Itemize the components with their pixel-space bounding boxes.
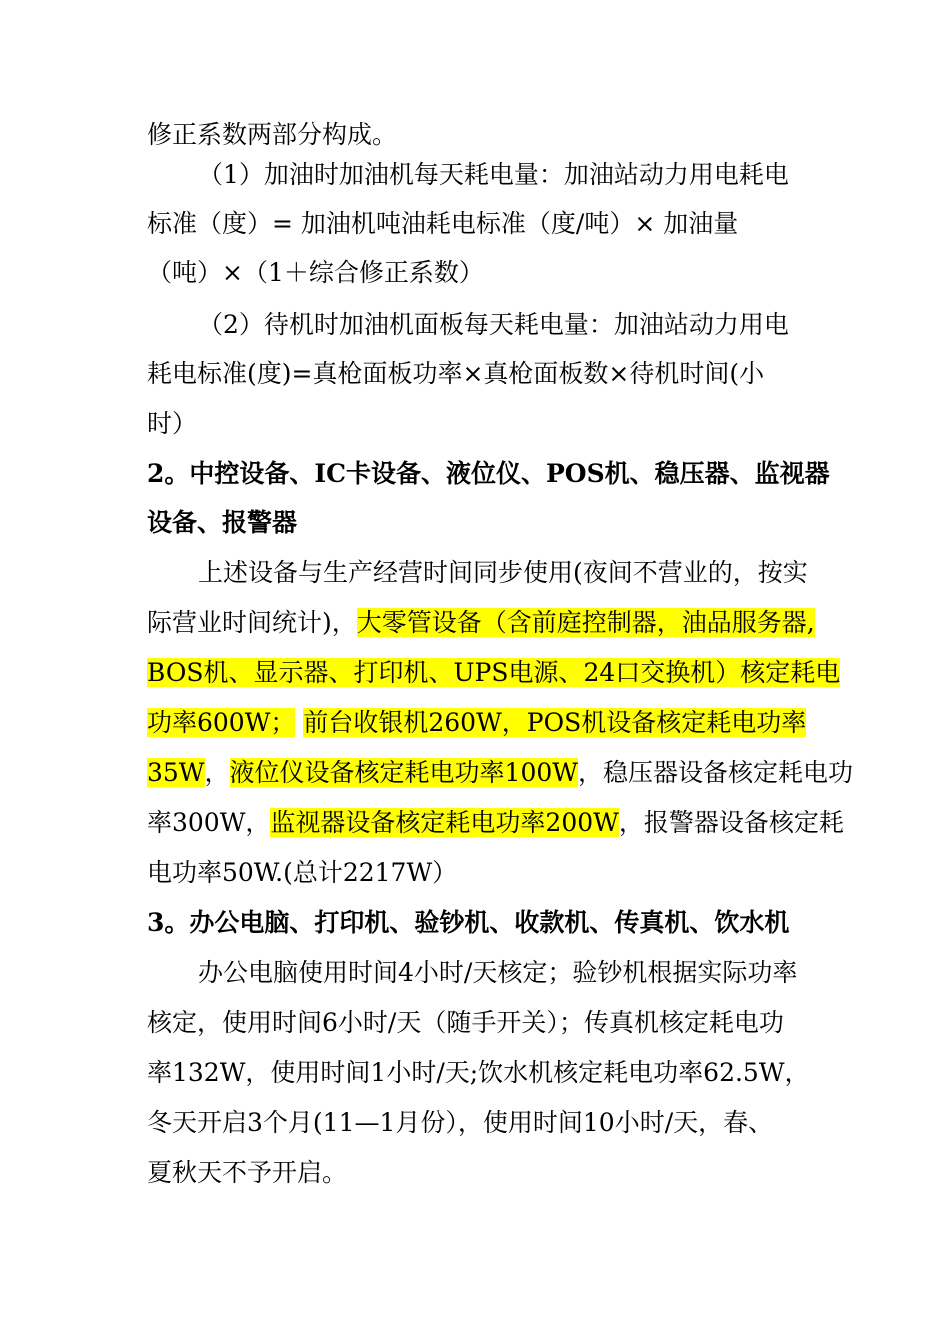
paragraph-line: 修正系数两部分构成。 — [147, 120, 398, 149]
text-run: ， — [204, 758, 230, 787]
paragraph-line: 上述设备与生产经营时间同步使用(夜间不营业的，按实 — [198, 558, 808, 587]
paragraph-line: 电功率50W.(总计2217W） — [147, 858, 458, 887]
paragraph-line: 冬天开启3个月(11—1月份），使用时间10小时/天，春、 — [147, 1108, 774, 1137]
highlighted-text: BOS机、显示器、打印机、UPS电源、24口交换机）核定耗电 — [147, 658, 841, 687]
highlighted-text: 35W — [147, 758, 205, 787]
text-run: 率300W， — [147, 808, 271, 837]
paragraph-line: 耗电标准(度)=真枪面板功率×真枪面板数×待机时间(小 — [147, 359, 765, 388]
paragraph-line — [147, 808, 844, 838]
paragraph-line — [147, 658, 841, 688]
paragraph-line — [147, 608, 827, 638]
section-heading: 3。办公电脑、打印机、验钞机、收款机、传真机、饮水机 — [147, 908, 790, 937]
highlighted-text: 功率600W； — [147, 708, 296, 737]
highlighted-text: 大零管设备（含前庭控制器，油品服务器, — [356, 608, 815, 637]
highlighted-text: 液位仪设备核定耗电功率100W — [229, 758, 578, 787]
paragraph-line: （吨）×（1＋综合修正系数） — [147, 258, 484, 287]
highlighted-text: 监视器设备核定耗电功率200W — [270, 808, 619, 837]
paragraph-line: （1）加油时加油机每天耗电量：加油站动力用电耗电 — [198, 160, 789, 189]
paragraph-line: 标准（度）= 加油机吨油耗电标准（度/吨）× 加油量 — [147, 209, 739, 238]
paragraph-line: 办公电脑使用时间4小时/天核定；验钞机根据实际功率 — [198, 958, 798, 987]
highlighted-text: 前台收银机260W， — [303, 708, 527, 737]
section-heading: 2。中控设备、IC卡设备、液位仪、POS机、稳压器、监视器 — [147, 459, 830, 488]
paragraph-line — [147, 758, 853, 788]
text-run: ，报警器设备核定耗 — [618, 808, 844, 837]
paragraph-line — [147, 708, 827, 738]
text-run: 际营业时间统计)， — [147, 608, 357, 637]
highlighted-text: POS机设备核定耗电功率 — [526, 708, 807, 737]
paragraph-line: 核定，使用时间6小时/天（随手开关）；传真机核定耗电功 — [147, 1008, 784, 1037]
paragraph-line: 夏秋天不予开启。 — [147, 1158, 348, 1187]
paragraph-line: 率132W，使用时间1小时/天;饮水机核定耗电功率62.5W， — [147, 1058, 810, 1087]
section-heading: 设备、报警器 — [147, 508, 298, 537]
text-run: ，稳压器设备核定耗电功 — [577, 758, 853, 787]
paragraph-line: 时） — [147, 409, 198, 438]
paragraph-line: （2）待机时加油机面板每天耗电量：加油站动力用电 — [198, 310, 789, 339]
